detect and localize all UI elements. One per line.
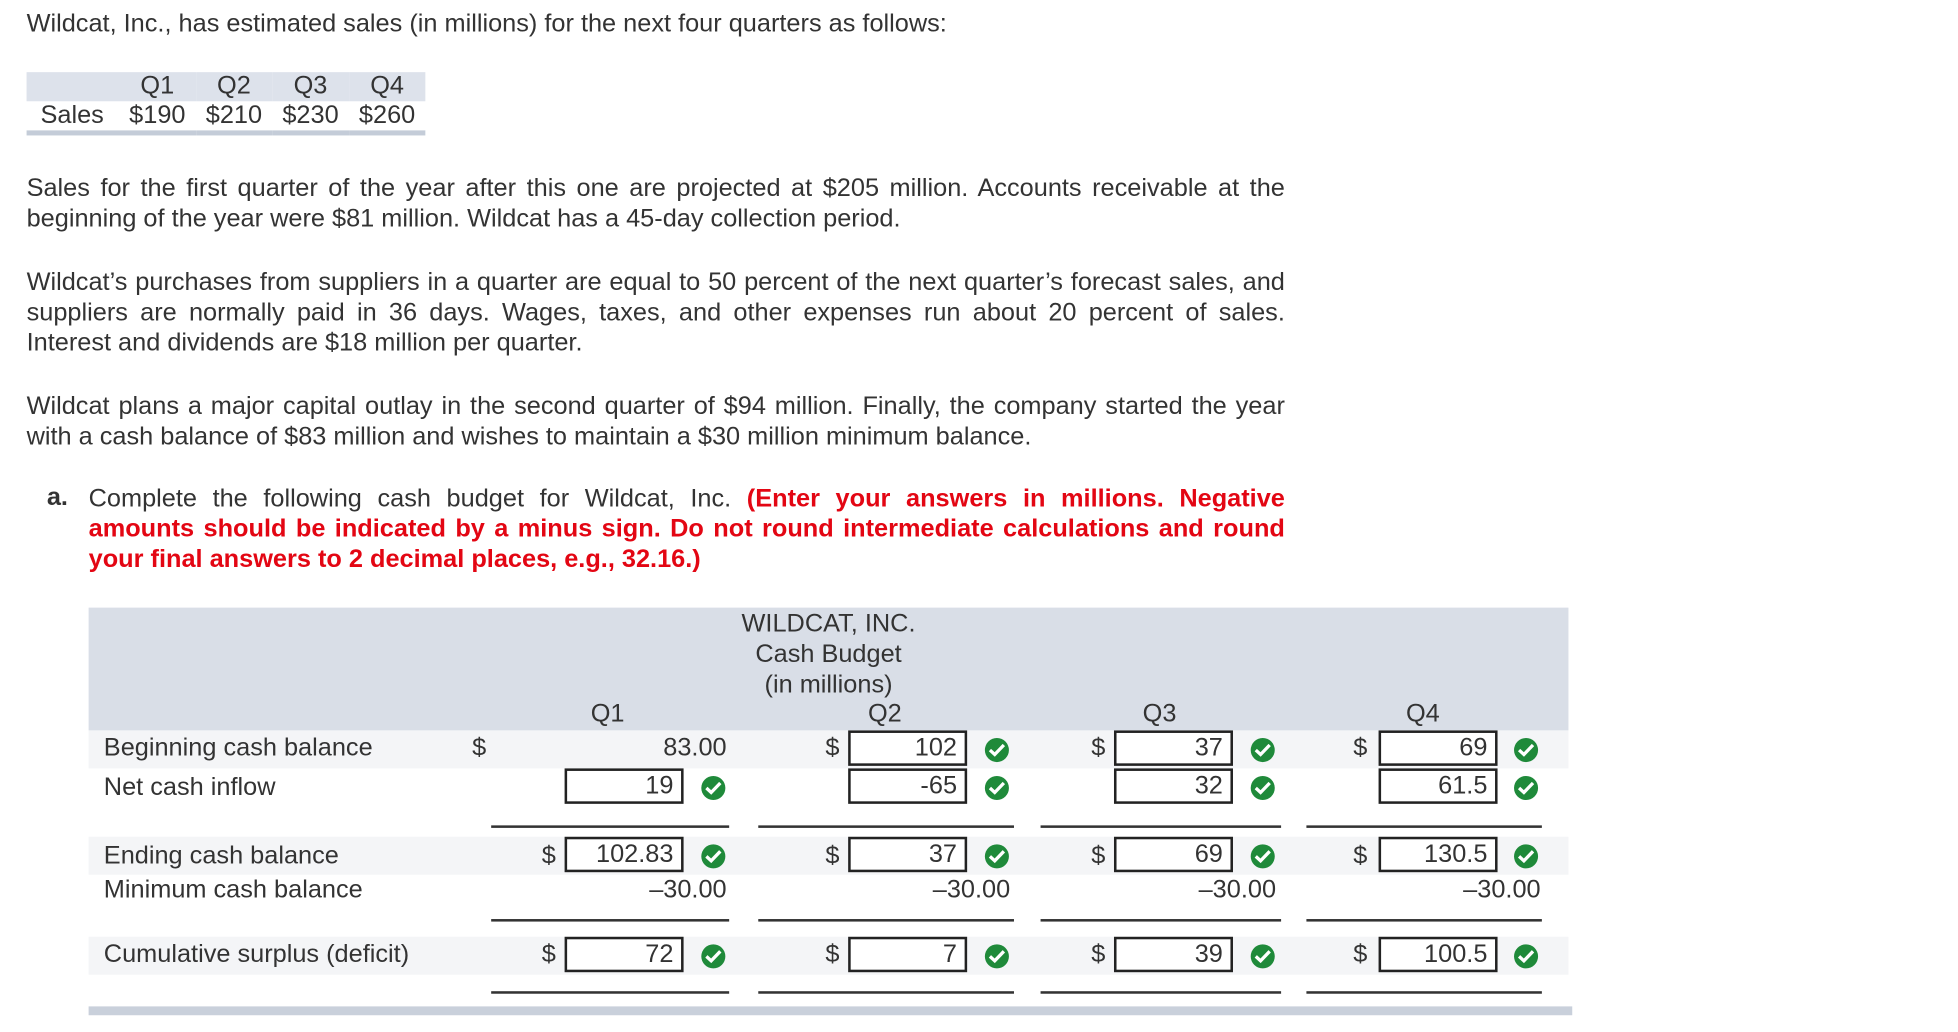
label-beginning-cash: Beginning cash balance [103,734,373,763]
q4-minimum-value: –30.00 [1463,876,1541,904]
q4-beginning-input[interactable]: 69 [1379,730,1498,765]
q4-surplus-dollar: $ [1353,940,1368,969]
q3-ending-dollar: $ [1091,841,1106,870]
check-circle-icon [1514,844,1538,868]
check-circle-icon [1514,776,1538,800]
paragraph-purchases-expenses: Wildcat’s purchases from suppliers in a quarter are equal to 50 percent of the next quarter’s forecast sales, and suppliers are normally paid in 36 days. Wages, taxes, and other expenses run about 20 percent of sales. Interest and dividends are $18 million per quarter. [26,268,1285,357]
q2-surplus-rule [758,919,1014,922]
sales-table-row-label: Sales [27,101,119,133]
q2-surplus-input[interactable]: 7 [848,937,967,972]
q2-surplus-dollar: $ [825,940,840,969]
check-circle-icon [985,944,1009,968]
check-circle-icon [701,844,725,868]
sales-table [27,72,426,135]
q2-beginning-input[interactable]: 102 [848,730,967,765]
q4-net-inflow-input[interactable]: 61.5 [1379,768,1498,803]
check-circle-icon [1251,844,1275,868]
question-instruction: (Enter your answers in millions. Negative amounts should be indicated by a minus sign. Do not round intermediate calculations and round your final answers to 2 decimal places, e.g., 32.16.) [88,484,1285,574]
paragraph-capital-cash: Wildcat plans a major capital outlay in the second quarter of $94 million. Finally, the company started the year with a cash balance of $83 million and wishes to maintain a $30 million minimum balance. [26,392,1285,451]
q2-sum-rule [758,825,1014,828]
q3-minimum-value: –30.00 [1198,876,1277,904]
q3-bottom-rule [1041,991,1282,994]
q3-net-inflow-input[interactable]: 32 [1114,768,1233,803]
q1-beginning-dollar: $ [472,734,487,763]
q3-surplus-dollar: $ [1091,940,1106,969]
q1-surplus-rule [491,919,729,922]
sales-table-header-q1: Q1 [119,72,196,101]
budget-header-q1: Q1 [590,700,625,728]
sales-table-header-q2: Q2 [196,72,273,101]
q2-ending-input[interactable]: 37 [848,837,967,872]
budget-header-q3: Q3 [1142,700,1177,728]
sales-table-value-q3: $230 [272,101,349,133]
budget-units: (in millions) [764,670,893,699]
q3-sum-rule [1041,825,1282,828]
q4-bottom-rule [1306,991,1541,994]
sales-table-corner [27,72,119,101]
check-circle-icon [985,844,1009,868]
q3-ending-input[interactable]: 69 [1114,837,1233,872]
q2-ending-dollar: $ [825,841,840,870]
budget-title-block [89,609,1569,700]
check-circle-icon [985,738,1009,762]
check-circle-icon [1514,738,1538,762]
q2-beginning-dollar: $ [825,734,840,763]
q3-surplus-input[interactable]: 39 [1114,937,1233,972]
sales-table-header-row [27,72,426,101]
q1-ending-dollar: $ [541,841,556,870]
check-circle-icon [1251,776,1275,800]
check-circle-icon [701,776,725,800]
paragraph-sales-receivables: Sales for the first quarter of the year after this one are projected at $205 million. Accounts receivable at the beginning of the year were $81 million. Wildcat has a 45-day collection period. [26,174,1285,233]
label-net-cash-inflow: Net cash inflow [103,773,276,802]
check-circle-icon [985,776,1009,800]
q1-bottom-rule [491,991,729,994]
sales-table-value-q1: $190 [119,101,196,133]
q3-surplus-rule [1041,919,1282,922]
label-minimum-cash: Minimum cash balance [103,876,363,904]
sales-table-value-q2: $210 [196,101,273,133]
check-circle-icon [1251,738,1275,762]
q4-ending-dollar: $ [1353,841,1368,870]
sales-table-values-row [27,101,426,133]
q1-ending-input[interactable]: 102.83 [565,837,684,872]
q4-beginning-dollar: $ [1353,734,1368,763]
label-ending-cash: Ending cash balance [103,841,339,870]
budget-header [89,608,1569,731]
check-circle-icon [1251,944,1275,968]
label-cumulative-surplus: Cumulative surplus (deficit) [103,940,410,969]
budget-title: Cash Budget [755,640,902,669]
q1-net-inflow-input[interactable]: 19 [565,768,684,803]
table-bottom-bar [89,1006,1573,1015]
q4-surplus-input[interactable]: 100.5 [1379,937,1498,972]
budget-company: WILDCAT, INC. [741,610,916,639]
q4-ending-input[interactable]: 130.5 [1379,837,1498,872]
question-prompt: Complete the following cash budget for Wildcat, Inc. [88,484,732,513]
budget-header-q2: Q2 [867,700,902,728]
check-circle-icon [701,944,725,968]
budget-header-q4: Q4 [1405,700,1440,728]
q1-surplus-input[interactable]: 72 [565,937,684,972]
q2-net-inflow-input[interactable]: -65 [848,768,967,803]
sales-table-value-q4: $260 [349,101,426,133]
q1-sum-rule [491,825,729,828]
question-text [89,484,1285,575]
q2-bottom-rule [758,991,1014,994]
q4-surplus-rule [1306,919,1541,922]
q1-minimum-value: –30.00 [649,876,727,904]
q3-beginning-dollar: $ [1091,734,1106,763]
check-circle-icon [1514,944,1538,968]
q1-beginning-value: 83.00 [663,734,727,763]
sales-table-header-q3: Q3 [272,72,349,101]
q2-minimum-value: –30.00 [932,876,1011,904]
question-letter: a. [46,483,68,512]
sales-table-header-q4: Q4 [349,72,426,101]
q3-beginning-input[interactable]: 37 [1114,730,1233,765]
q4-sum-rule [1306,825,1541,828]
intro-text: Wildcat, Inc., has estimated sales (in millions) for the next four quarters as follows: [26,10,947,38]
q1-surplus-dollar: $ [541,940,556,969]
